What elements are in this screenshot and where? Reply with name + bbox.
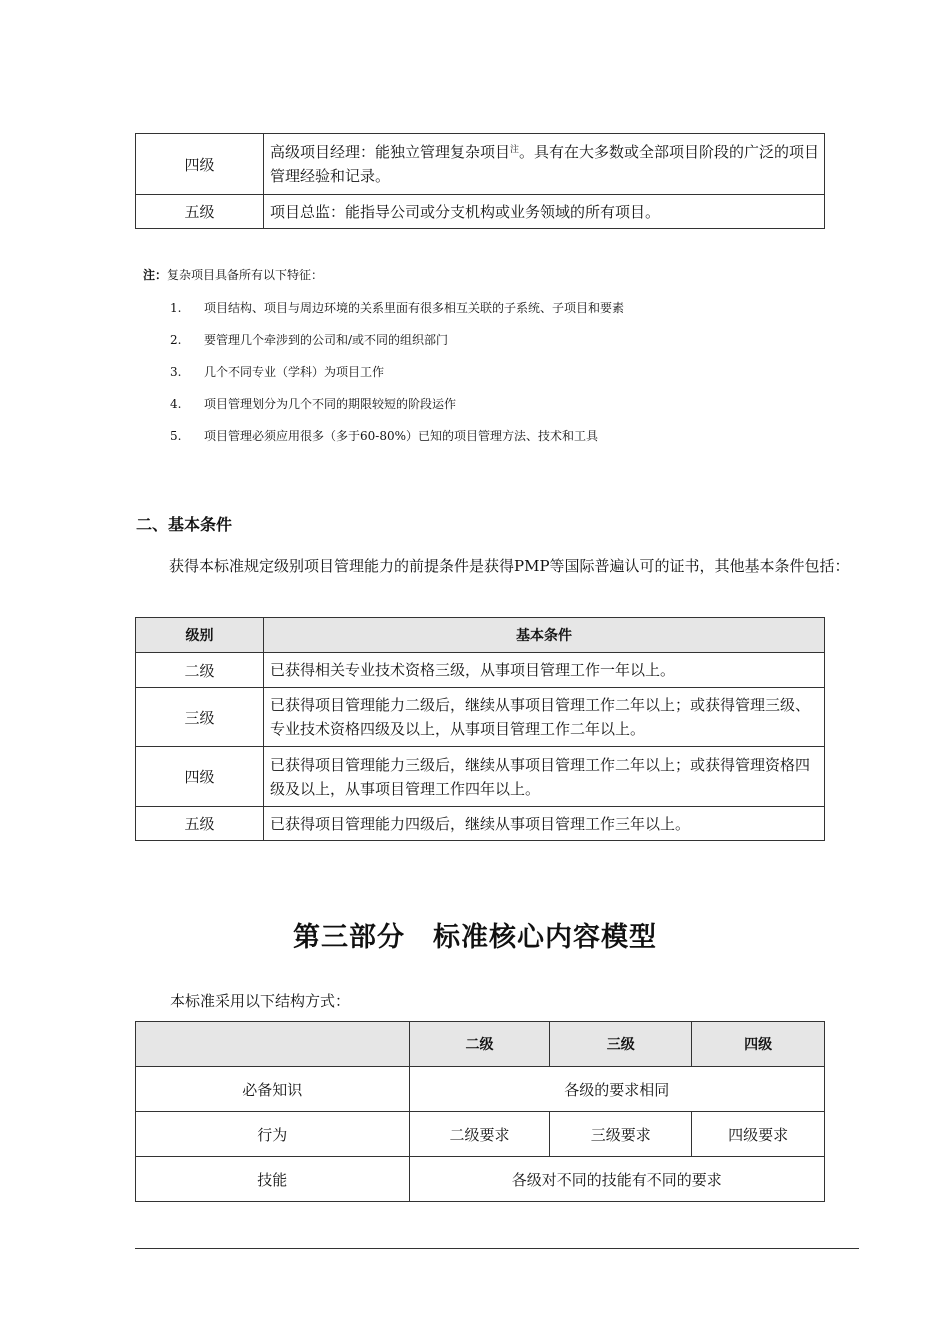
level-cell: 三级 (136, 688, 264, 747)
behavior-cell: 三级要求 (550, 1112, 692, 1157)
level-cell: 五级 (136, 807, 264, 841)
list-item: 2. 要管理几个牵涉到的公司和/或不同的组织部门 (170, 333, 449, 347)
basic-conditions-table (135, 617, 825, 841)
table-row (136, 747, 825, 807)
table-row (136, 1112, 825, 1157)
list-item: 3. 几个不同专业（学科）为项目工作 (170, 365, 385, 379)
table-header-row (136, 618, 825, 653)
section-paragraph: 获得本标准规定级别项目管理能力的前提条件是获得PMP等国际普遍认可的证书，其他基本条件包括： (169, 557, 850, 575)
level-desc-cell: 高级项目经理：能独立管理复杂项目$^注$。具有在大多数或全部项目阶段的广泛的项目管理经验和记录。 (264, 134, 825, 195)
note-marker: 注 (510, 145, 520, 155)
column-header: 三级 (550, 1022, 692, 1067)
condition-cell: 已获得项目管理能力三级后，继续从事项目管理工作二年以上；或获得管理资格四级及以上，从事项目管理工作四年以上。 (264, 747, 825, 807)
behavior-cell: 四级要求 (692, 1112, 825, 1157)
level-cell: 四级 (136, 134, 264, 195)
behavior-cell: 二级要求 (409, 1112, 550, 1157)
level-cell: 二级 (136, 653, 264, 688)
section-heading: 二、基本条件 (136, 515, 233, 534)
knowledge-cell: 各级的要求相同 (409, 1067, 824, 1112)
note-intro: 复杂项目具备所有以下特征： (167, 268, 324, 282)
table-row (136, 195, 825, 229)
page-title: 第三部分 标准核心内容模型 (293, 922, 657, 953)
table-row (136, 688, 825, 747)
corner-header (136, 1022, 410, 1067)
table-row (136, 1157, 825, 1202)
part-intro: 本标准采用以下结构方式： (170, 992, 351, 1010)
row-label: 必备知识 (136, 1067, 410, 1112)
table-row (136, 807, 825, 841)
note-label: 注： (143, 268, 168, 282)
skills-cell: 各级对不同的技能有不同的要求 (409, 1157, 824, 1202)
note (143, 266, 323, 283)
table-row (136, 653, 825, 688)
column-header: 二级 (409, 1022, 550, 1067)
table-header-row (136, 1022, 825, 1067)
column-header: 级别 (136, 618, 264, 653)
model-table (135, 1021, 825, 1202)
levels-table (135, 133, 825, 229)
column-header: 基本条件 (264, 618, 825, 653)
level-cell: 五级 (136, 195, 264, 229)
column-header: 四级 (692, 1022, 825, 1067)
list-item: 5. 项目管理必须应用很多（多于60-80%）已知的项目管理方法、技术和工具 (170, 429, 598, 443)
footer-divider (135, 1248, 859, 1249)
condition-cell: 已获得相关专业技术资格三级，从事项目管理工作一年以上。 (264, 653, 825, 688)
condition-cell: 已获得项目管理能力四级后，继续从事项目管理工作三年以上。 (264, 807, 825, 841)
row-label: 行为 (136, 1112, 410, 1157)
row-label: 技能 (136, 1157, 410, 1202)
table-row (136, 1067, 825, 1112)
condition-cell: 已获得项目管理能力二级后，继续从事项目管理工作二年以上；或获得管理三级、专业技术资格四级及以上，从事项目管理工作二年以上。 (264, 688, 825, 747)
list-item: 4. 项目管理划分为几个不同的期限较短的阶段运作 (170, 397, 457, 411)
list-item: 1. 项目结构、项目与周边环境的关系里面有很多相互关联的子系统、子项目和要素 (170, 301, 625, 315)
table-row (136, 134, 825, 195)
note-list (170, 296, 624, 456)
level-cell: 四级 (136, 747, 264, 807)
level-desc-cell: 项目总监：能指导公司或分支机构或业务领域的所有项目。 (264, 195, 825, 229)
